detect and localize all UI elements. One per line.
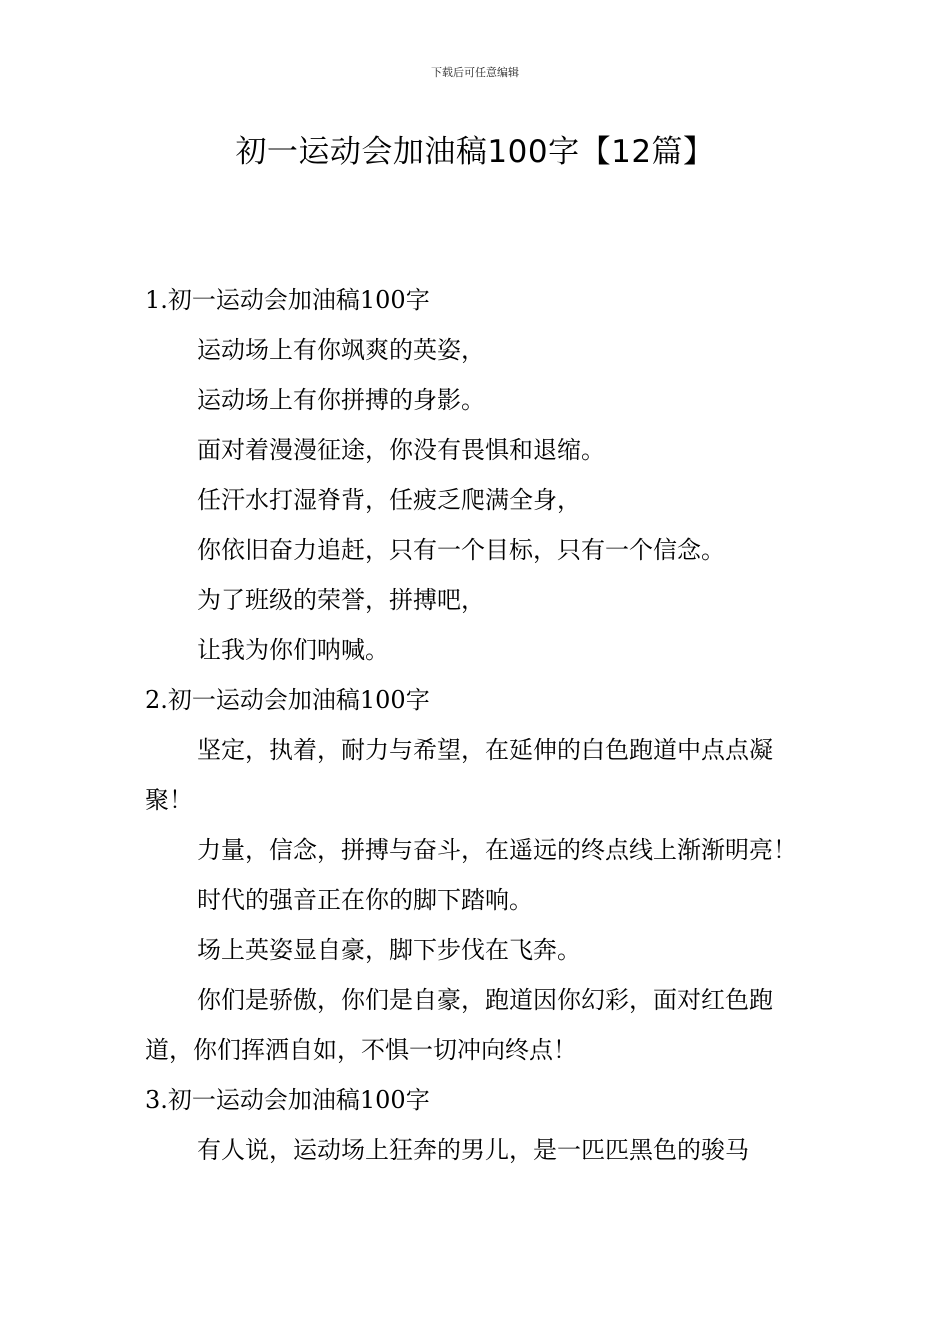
body-paragraph: 你们是骄傲，你们是自豪，跑道因你幻彩，面对红色跑道，你们挥洒自如，不惧一切冲向终点！ xyxy=(145,986,773,1064)
body-line: 让我为你们呐喊。 xyxy=(197,636,389,664)
body-line: 为了班级的荣誉，拼搏吧， xyxy=(197,586,485,614)
body-line: 面对着漫漫征途，你没有畏惧和退缩。 xyxy=(197,436,605,464)
body-line: 有人说，运动场上狂奔的男儿，是一匹匹黑色的骏马 xyxy=(197,1136,749,1164)
body-paragraph: 坚定，执着，耐力与希望，在延伸的白色跑道中点点凝聚！ xyxy=(145,736,773,814)
header-note: 下载后可任意编辑 xyxy=(431,66,519,79)
section-heading: 3.初一运动会加油稿100字 xyxy=(145,1086,430,1114)
body-line: 任汗水打湿脊背，任疲乏爬满全身， xyxy=(197,486,581,514)
section-heading: 2.初一运动会加油稿100字 xyxy=(145,686,430,714)
body-line: 时代的强音正在你的脚下踏响。 xyxy=(197,886,533,914)
document-title: 初一运动会加油稿100字【12篇】 xyxy=(235,134,715,170)
document-body xyxy=(145,275,807,1175)
body-line: 运动场上有你拼搏的身影。 xyxy=(197,386,485,414)
body-line: 运动场上有你飒爽的英姿， xyxy=(197,336,485,364)
section-heading: 1.初一运动会加油稿100字 xyxy=(145,286,430,314)
body-paragraph: 力量，信念，拼搏与奋斗，在遥远的终点线上渐渐明亮！ xyxy=(197,836,797,864)
body-line: 场上英姿显自豪，脚下步伐在飞奔。 xyxy=(197,936,581,964)
body-line: 你依旧奋力追赶，只有一个目标，只有一个信念。 xyxy=(197,536,725,564)
